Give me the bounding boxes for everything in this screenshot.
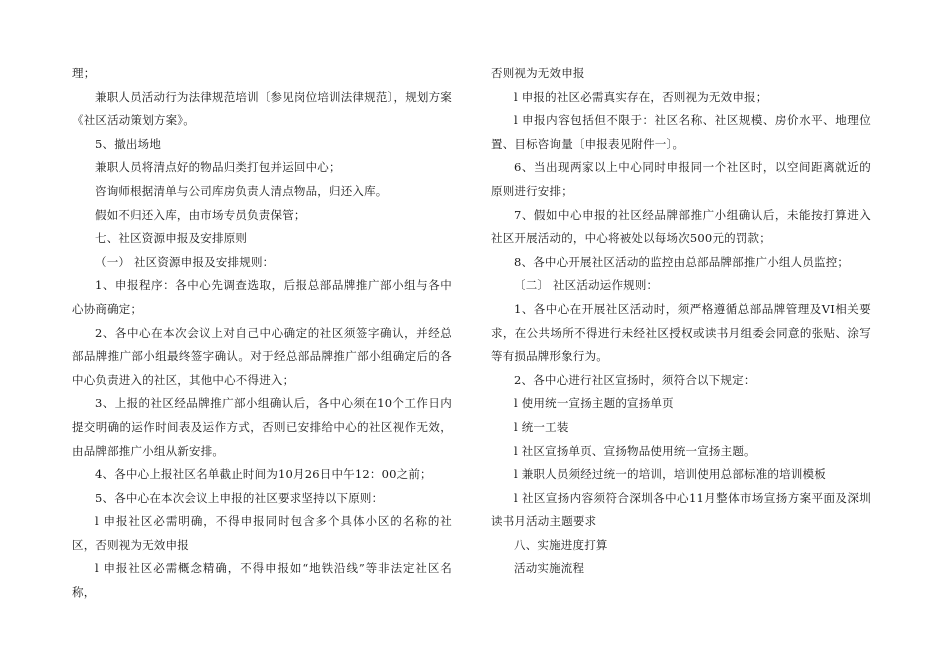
- paragraph: 活动实施流程: [514, 561, 585, 576]
- paragraph: 假如不归还入库，由市场专员负责保管；: [95, 207, 306, 222]
- paragraph: 兼职人员活动行为法律规范培训〔参见岗位培训法律规范〕，规划方案《社区活动策划方案》。: [72, 89, 452, 128]
- paragraph: 理；: [72, 66, 96, 80]
- paragraph: l 申报内容包括但不限于：社区名称、社区规模、房价水平、地理位置、目标咨询量〔申报表见附件一〕。: [491, 113, 871, 151]
- paragraph: l 使用统一宣扬主题的宣扬单页: [514, 396, 674, 411]
- paragraph: 1、各中心在开展社区活动时，须严格遵循总部品牌管理及VI相关要求，在公共场所不得进行未经社区授权或读书月组委会同意的张贴、涂写等有损品牌形象行为。: [491, 301, 871, 364]
- paragraph: 7、假如中心申报的社区经品牌部推广小组确认后，未能按打算进入社区开展活动的，中心将被处以每场次500元的罚款；: [491, 207, 871, 246]
- paragraph: 〔二〕 社区活动运作规则：: [514, 278, 659, 293]
- paragraph: l 统一工装: [514, 419, 569, 434]
- left-column: [72, 62, 452, 605]
- paragraph: 2、各中心在本次会议上对自己中心确定的社区须签字确认，并经总部品牌推广部小组最终签字确认。对于经总部品牌推广部小组确定后的各中心负责进入的社区，其他中心不得进入；: [72, 325, 452, 387]
- paragraph: 5、各中心在本次会议上申报的社区要求坚持以下原则：: [95, 490, 384, 505]
- paragraph: 3、上报的社区经品牌推广部小组确认后，各中心须在10个工作日内提交明确的运作时间表及运作方式，否则已安排给中心的社区视作无效，由品牌部推广小组从新安排。: [72, 396, 452, 458]
- paragraph: 八、实施进度打算: [514, 537, 608, 552]
- paragraph: l 社区宣扬内容须符合深圳各中心11月整体市场宣扬方案平面及深圳读书月活动主题要求: [491, 490, 871, 529]
- paragraph: l 申报的社区必需真实存在，否则视为无效申报；: [514, 89, 768, 104]
- paragraph: 1、申报程序：各中心先调查选取，后报总部品牌推广部小组与各中心协商确定；: [72, 278, 452, 316]
- paragraph: 七、社区资源申报及安排原则: [95, 231, 248, 246]
- paragraph: 兼职人员将清点好的物品归类打包并运回中心；: [95, 160, 341, 175]
- paragraph: 4、各中心上报社区名单截止时间为10月26日中午12：00之前；: [95, 467, 432, 482]
- paragraph: l 申报社区必需概念精确，不得申报如“地铁沿线”等非法定社区名称，: [72, 561, 452, 600]
- paragraph: 6、当出现两家以上中心同时申报同一个社区时，以空间距离就近的原则进行安排；: [491, 160, 871, 198]
- right-column: [491, 62, 871, 581]
- paragraph: 2、各中心进行社区宣扬时，须符合以下规定：: [514, 372, 756, 387]
- paragraph: 咨询师根据清单与公司库房负责人清点物品，归还入库。: [95, 183, 388, 198]
- paragraph: l 兼职人员须经过统一的培训，培训使用总部标准的培训模板: [514, 467, 826, 482]
- paragraph: l 申报社区必需明确，不得申报同时包含多个具体小区的名称的社区，否则视为无效申报: [72, 514, 452, 552]
- paragraph: l 社区宣扬单页、宣扬物品使用统一宣扬主题。: [514, 443, 756, 458]
- paragraph: （一） 社区资源申报及安排规则：: [95, 254, 275, 269]
- paragraph: 8、各中心开展社区活动的监控由总部品牌部推广小组人员监控；: [514, 254, 850, 269]
- paragraph: 5、撤出场地: [95, 136, 162, 151]
- paragraph: 否则视为无效申报: [491, 66, 585, 80]
